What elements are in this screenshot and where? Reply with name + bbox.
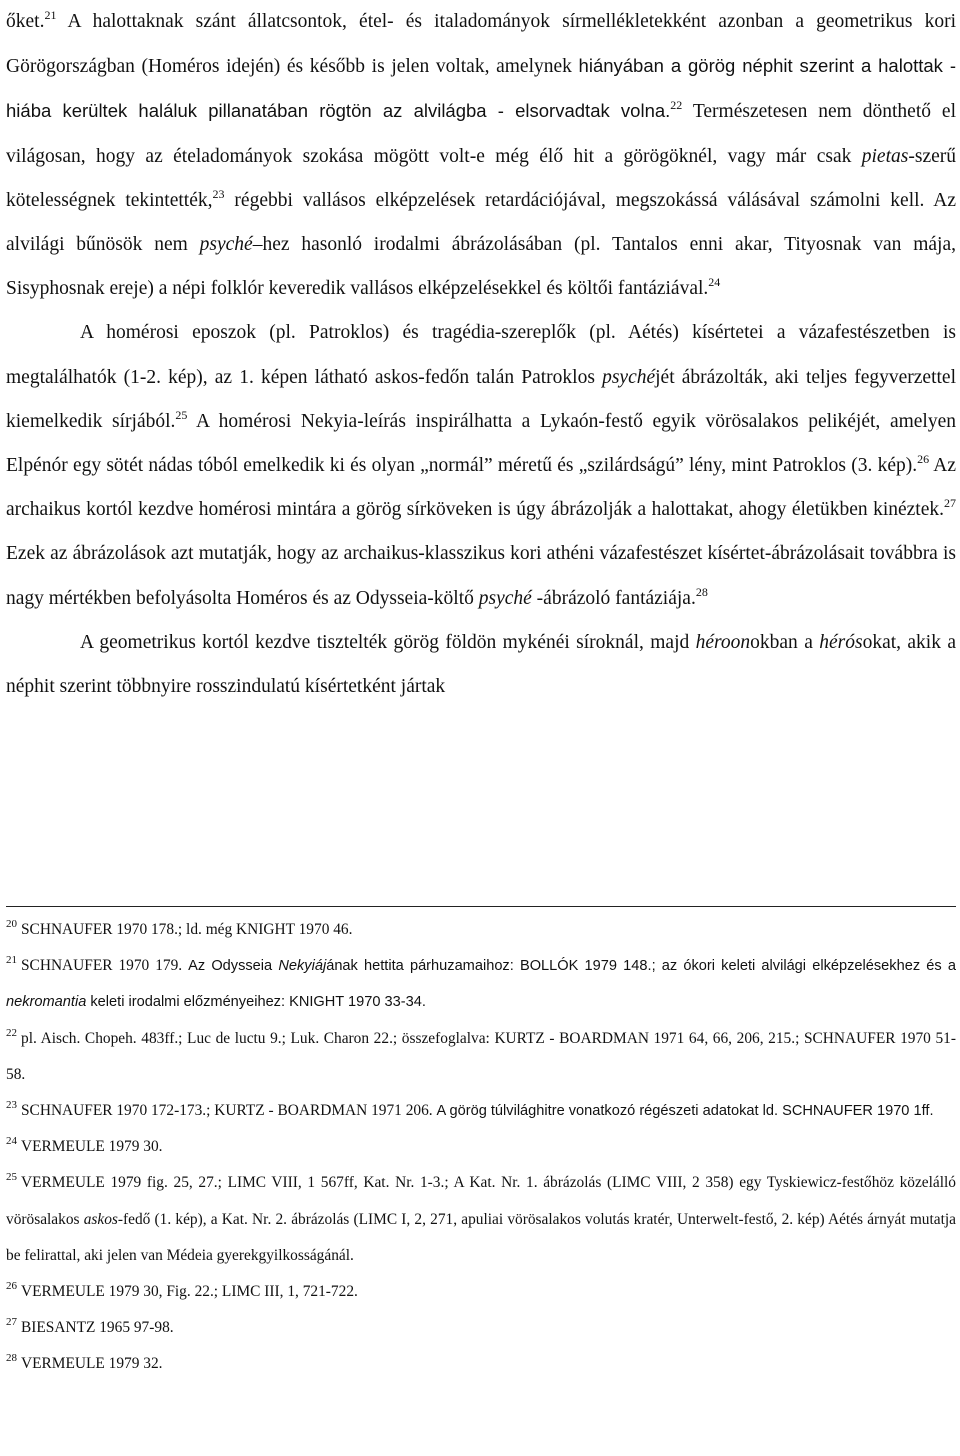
text: –hez hasonló irodalmi ábrázolásában (pl. Tantalos enni akar, Tityosnak van mája, Sisyphosnak ereje) a népi folklór keveredik vallásos elképzelésekkel és költői fantáziával.	[6, 234, 956, 300]
footnote-24	[6, 1129, 956, 1165]
footnote-separator	[6, 906, 956, 907]
italic-term: askos	[83, 1210, 118, 1228]
paragraph-2	[6, 311, 956, 620]
footnote-text: A görög túlvilághitre vonatkozó régészeti adatokat ld. SCHNAUFER 1970 1ff.	[436, 1103, 934, 1120]
footnote-20	[6, 912, 956, 948]
footnote-text: VERMEULE 1979 fig. 25, 27.; LIMC VIII, 1 567ff, Kat. Nr. 1-3.; A Kat. Nr. 1. ábrázolás (LIMC VIII, 2 358) egy Tyskiewicz-festőhöz közelálló vörösalakos	[6, 1174, 956, 1228]
footnote-ref-28[interactable]: 28	[695, 584, 708, 599]
paragraph-3	[6, 621, 956, 709]
footnote-text: Az Odysseia	[188, 958, 279, 975]
footnote-number: 25	[6, 1171, 17, 1184]
footnote-text: SCHNAUFER 1970 178.; ld. még KNIGHT 1970 46.	[21, 921, 353, 938]
italic-term: nekromantia	[6, 994, 87, 1011]
text: jét ábrázolták, aki teljes fegyverzettel kiemelkedik sírjából.	[6, 366, 956, 432]
text: hiányában a görög néphit szerint a halottak - hiába kerültek haláluk pillanatában rögtön az alvilágba - elsorvadtak volna.	[6, 55, 956, 122]
footnote-number: 23	[6, 1099, 17, 1112]
footnote-number: 20	[6, 918, 17, 930]
footnote-21	[6, 948, 956, 1020]
footnote-text: -fedő (1. kép), a Kat. Nr. 2. ábrázolás (LIMC I, 2, 271, apuliai vörösalakos volutás kratér, Unterwelt-festő, 2. kép) Aétés árnyát mutatja be felirattal, aki jelen van Médeia gyerekgyilkosságánál.	[6, 1210, 956, 1264]
text: okban a	[750, 631, 820, 653]
footnote-text: VERMEULE 1979 32.	[21, 1355, 163, 1373]
footnote-ref-25[interactable]: 25	[175, 407, 188, 422]
footnote-text: SCHNAUFER 1970 179.	[21, 957, 189, 975]
footnote-text: VERMEULE 1979 30, Fig. 22.; LIMC III, 1, 721-722.	[21, 1283, 358, 1301]
footnote-28	[6, 1346, 956, 1382]
footnote-text: keleti irodalmi előzményeihez: KNIGHT 1970 33-34.	[86, 994, 426, 1011]
footnote-27	[6, 1310, 956, 1346]
text: régebbi vallásos elképzelések retardációjával, megszokássá válásával számolni kell. Az alvilági bűnösök nem	[6, 189, 957, 256]
footnote-ref-21[interactable]: 21	[44, 8, 57, 22]
text: okat, akik a néphit szerint többnyire rosszindulatú kísértetként jártak	[6, 631, 957, 698]
footnote-text: BIESANTZ 1965 97-98.	[21, 1319, 174, 1337]
footnote-ref-23[interactable]: 23	[212, 186, 225, 201]
footnote-text: ának hettita párhuzamaihoz: BOLLÓK 1979 148.; az ókori keleti alvilági elképzelésekhez és a	[326, 958, 956, 975]
footnote-ref-22[interactable]: 22	[670, 98, 683, 113]
text: A halottaknak szánt állatcsontok, étel- és italadományok sírmellékletekként azonban a geometrikus kori Görögországban (Homéros idején) és később is jelen voltak, amelynek	[6, 11, 956, 78]
footnote-ref-26[interactable]: 26	[917, 452, 930, 467]
footnote-number: 21	[6, 954, 17, 967]
text: Az archaikus kortól kezdve homérosi mintára a görög sírköveken is úgy ábrázolják a halottakat, ahogy életükben kinéztek.	[6, 455, 956, 521]
footnote-text: SCHNAUFER 1970 172-173.; KURTZ - BOARDMAN 1971 206.	[21, 1102, 437, 1120]
italic-term: hérós	[819, 631, 863, 653]
footnote-number: 24	[6, 1135, 17, 1148]
footnote-number: 26	[6, 1280, 17, 1293]
footnote-text: VERMEULE 1979 30.	[21, 1138, 163, 1156]
footnote-26	[6, 1274, 956, 1310]
footnote-22	[6, 1021, 956, 1093]
text: őket.	[6, 11, 45, 32]
footnote-number: 27	[6, 1316, 17, 1329]
italic-term: psyché	[199, 234, 253, 256]
footnote-text: pl. Aisch. Chopeh. 483ff.; Luc de luctu 9.; Luk. Charon 22.; összefoglalva: KURTZ - BOARDMAN 1971 64, 66, 206, 215.; SCHNAUFER 1970 51-58.	[6, 1029, 956, 1083]
text: Természetesen nem dönthető el világosan, hogy az ételadományok szokása mögött volt-e még élő hit a görögöknél, vagy már csak	[6, 101, 956, 167]
footnote-number: 28	[6, 1352, 17, 1365]
italic-term: psyché	[602, 366, 656, 388]
footnotes	[6, 912, 956, 1383]
text: -ábrázoló fantáziája.	[531, 587, 696, 609]
footnote-ref-24[interactable]: 24	[708, 275, 721, 290]
paragraph-1	[6, 0, 956, 311]
footnote-25	[6, 1165, 956, 1274]
main-text	[6, 0, 956, 709]
text: Ezek az ábrázolások azt mutatják, hogy az archaikus-klasszikus kori athéni vázafestészet kísértet-ábrázolásait továbbra is nagy mértékben befolyásolta Homéros és az Odysseia-költő	[6, 543, 956, 609]
italic-term: héroon	[695, 631, 751, 653]
text: -szerű kötelességnek tekintették,	[6, 145, 956, 211]
footnote-ref-27[interactable]: 27	[944, 496, 956, 511]
italic-term: Nekyiáj	[278, 958, 327, 975]
footnote-23	[6, 1093, 956, 1129]
italic-term: psyché	[478, 587, 532, 609]
text: A geometrikus kortól kezdve tisztelték görög földön mykénéi síroknál, majd	[80, 631, 696, 653]
text: A homérosi eposzok (pl. Patroklos) és tragédia-szereplők (pl. Aétés) kísértetei a vázafestészetben is megtalálhatók (1-2. kép), az 1. képen látható askos-fedőn talán Patroklos	[6, 322, 956, 388]
footnote-number: 22	[6, 1026, 17, 1039]
italic-term: pietas	[861, 145, 909, 167]
text: A homérosi Nekyia-leírás inspirálhatta a Lykaón-festő egyik vörösalakos pelikéjét, amelyen Elpénór egy sötét nádas tóból emelkedik ki és olyan „normál” méretű és „szilárdságú” lény, mint Patroklos (3. kép).	[6, 410, 956, 477]
